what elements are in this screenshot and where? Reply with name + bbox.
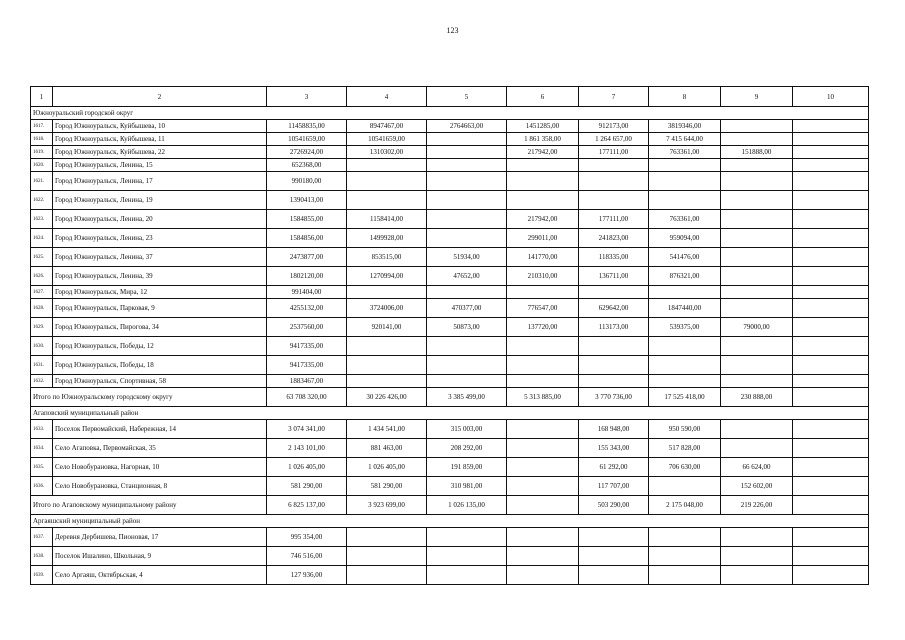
value-cell xyxy=(721,547,793,566)
value-cell: 151888,00 xyxy=(721,146,793,159)
header-cell: 3 xyxy=(267,87,347,107)
value-cell xyxy=(649,528,721,547)
row-address: Город Южноуральск, Ленина, 37 xyxy=(53,248,267,267)
header-cell: 8 xyxy=(649,87,721,107)
value-cell: 517 828,00 xyxy=(649,439,721,458)
value-cell xyxy=(579,528,649,547)
value-cell: 127 936,00 xyxy=(267,566,347,585)
row-address: Город Южноуральск, Ленина, 20 xyxy=(53,210,267,229)
table-row xyxy=(31,458,869,477)
value-cell xyxy=(793,439,869,458)
value-cell: 776547,00 xyxy=(507,299,579,318)
value-cell xyxy=(649,191,721,210)
value-cell: 310 981,00 xyxy=(427,477,507,496)
row-index: 1633. xyxy=(31,420,53,439)
row-address: Город Южноуральск, Мира, 12 xyxy=(53,286,267,299)
value-cell: 470377,00 xyxy=(427,299,507,318)
value-cell: 2473877,00 xyxy=(267,248,347,267)
total-value: 63 708 320,00 xyxy=(267,388,347,407)
value-cell xyxy=(793,267,869,286)
value-cell: 137720,00 xyxy=(507,318,579,337)
value-cell: 7 415 644,00 xyxy=(649,133,721,146)
value-cell xyxy=(507,547,579,566)
table-row xyxy=(31,172,869,191)
value-cell xyxy=(427,133,507,146)
value-cell: 1 434 541,00 xyxy=(347,420,427,439)
value-cell: 3 074 341,00 xyxy=(267,420,347,439)
value-cell xyxy=(649,566,721,585)
row-index: 1618. xyxy=(31,133,53,146)
value-cell: 1310302,00 xyxy=(347,146,427,159)
table-row xyxy=(31,133,869,146)
value-cell: 2 143 101,00 xyxy=(267,439,347,458)
value-cell xyxy=(427,286,507,299)
value-cell: 706 630,00 xyxy=(649,458,721,477)
value-cell: 581 290,00 xyxy=(347,477,427,496)
row-address: Город Южноуральск, Пирогова, 34 xyxy=(53,318,267,337)
value-cell xyxy=(721,528,793,547)
table-row xyxy=(31,566,869,585)
row-address: Село Аргаяш, Октябрьская, 4 xyxy=(53,566,267,585)
value-cell: 315 003,00 xyxy=(427,420,507,439)
value-cell: 950 590,00 xyxy=(649,420,721,439)
section-row xyxy=(31,107,869,120)
value-cell xyxy=(427,375,507,388)
value-cell xyxy=(721,375,793,388)
value-cell xyxy=(579,356,649,375)
table-row xyxy=(31,229,869,248)
value-cell xyxy=(793,146,869,159)
value-cell xyxy=(793,477,869,496)
value-cell xyxy=(793,528,869,547)
value-cell xyxy=(793,566,869,585)
value-cell: 1451285,00 xyxy=(507,120,579,133)
value-cell: 1584856,00 xyxy=(267,229,347,248)
header-cell: 6 xyxy=(507,87,579,107)
table-row xyxy=(31,159,869,172)
table-row xyxy=(31,191,869,210)
value-cell: 3724006,00 xyxy=(347,299,427,318)
value-cell xyxy=(793,458,869,477)
value-cell: 541476,00 xyxy=(649,248,721,267)
value-cell xyxy=(793,248,869,267)
row-address: Село Агаповка, Первомайская, 35 xyxy=(53,439,267,458)
table-row xyxy=(31,248,869,267)
value-cell: 629642,00 xyxy=(579,299,649,318)
value-cell: 995 354,00 xyxy=(267,528,347,547)
value-cell: 763361,00 xyxy=(649,210,721,229)
header-cell: 10 xyxy=(793,87,869,107)
value-cell: 61 292,00 xyxy=(579,458,649,477)
row-index: 1627. xyxy=(31,286,53,299)
value-cell: 152 602,00 xyxy=(721,477,793,496)
table-row xyxy=(31,337,869,356)
table-header-row xyxy=(31,87,869,107)
value-cell xyxy=(793,299,869,318)
value-cell: 118335,00 xyxy=(579,248,649,267)
value-cell xyxy=(507,356,579,375)
total-value: 3 385 499,00 xyxy=(427,388,507,407)
row-index: 1635. xyxy=(31,458,53,477)
row-index: 1629. xyxy=(31,318,53,337)
total-value: 1 026 135,00 xyxy=(427,496,507,515)
row-index: 1631. xyxy=(31,356,53,375)
table-row xyxy=(31,528,869,547)
value-cell xyxy=(427,210,507,229)
value-cell xyxy=(507,566,579,585)
row-address: Город Южноуральск, Победы, 12 xyxy=(53,337,267,356)
value-cell: 9417335,00 xyxy=(267,356,347,375)
value-cell: 177111,00 xyxy=(579,146,649,159)
value-cell: 746 516,00 xyxy=(267,547,347,566)
total-value: 503 290,00 xyxy=(579,496,649,515)
value-cell xyxy=(721,267,793,286)
table-row xyxy=(31,267,869,286)
row-address: Город Южноуральск, Парковая, 9 xyxy=(53,299,267,318)
value-cell xyxy=(427,566,507,585)
value-cell: 117 707,00 xyxy=(579,477,649,496)
row-address: Поселок Первомайский, Набережная, 14 xyxy=(53,420,267,439)
value-cell xyxy=(721,420,793,439)
table-row xyxy=(31,547,869,566)
value-cell: 141770,00 xyxy=(507,248,579,267)
value-cell: 991404,00 xyxy=(267,286,347,299)
value-cell: 581 290,00 xyxy=(267,477,347,496)
value-cell xyxy=(793,337,869,356)
value-cell: 50873,00 xyxy=(427,318,507,337)
row-address: Город Южноуральск, Ленина, 15 xyxy=(53,159,267,172)
total-value xyxy=(793,388,869,407)
value-cell: 136711,00 xyxy=(579,267,649,286)
value-cell xyxy=(427,337,507,356)
value-cell xyxy=(649,477,721,496)
header-cell: 1 xyxy=(31,87,53,107)
value-cell xyxy=(347,375,427,388)
value-cell xyxy=(427,356,507,375)
value-cell: 763361,00 xyxy=(649,146,721,159)
total-value: 3 923 699,00 xyxy=(347,496,427,515)
row-address: Село Новобурановка, Станционная, 8 xyxy=(53,477,267,496)
value-cell: 1 026 405,00 xyxy=(267,458,347,477)
value-cell: 3819346,00 xyxy=(649,120,721,133)
row-address: Город Южноуральск, Ленина, 23 xyxy=(53,229,267,248)
value-cell: 1 026 405,00 xyxy=(347,458,427,477)
value-cell xyxy=(721,286,793,299)
value-cell: 652368,00 xyxy=(267,159,347,172)
value-cell xyxy=(347,191,427,210)
value-cell: 1 861 358,00 xyxy=(507,133,579,146)
value-cell xyxy=(721,210,793,229)
value-cell xyxy=(347,337,427,356)
value-cell xyxy=(793,133,869,146)
value-cell xyxy=(507,337,579,356)
value-cell xyxy=(579,159,649,172)
row-index: 1639. xyxy=(31,566,53,585)
section-title: Аргаяшский муниципальный район xyxy=(31,515,869,528)
header-cell: 7 xyxy=(579,87,649,107)
value-cell xyxy=(793,356,869,375)
data-table xyxy=(30,86,869,585)
value-cell xyxy=(793,191,869,210)
value-cell: 1158414,00 xyxy=(347,210,427,229)
total-value: 5 313 885,00 xyxy=(507,388,579,407)
value-cell: 168 948,00 xyxy=(579,420,649,439)
table-row xyxy=(31,146,869,159)
row-index: 1634. xyxy=(31,439,53,458)
value-cell xyxy=(347,547,427,566)
value-cell: 177111,00 xyxy=(579,210,649,229)
value-cell xyxy=(427,191,507,210)
value-cell xyxy=(649,356,721,375)
value-cell xyxy=(721,172,793,191)
value-cell xyxy=(347,172,427,191)
value-cell xyxy=(427,528,507,547)
value-cell: 51934,00 xyxy=(427,248,507,267)
value-cell xyxy=(721,439,793,458)
value-cell: 10541659,00 xyxy=(267,133,347,146)
value-cell xyxy=(347,159,427,172)
value-cell xyxy=(721,159,793,172)
value-cell: 10541659,00 xyxy=(347,133,427,146)
value-cell xyxy=(507,420,579,439)
value-cell: 217942,00 xyxy=(507,146,579,159)
value-cell xyxy=(579,337,649,356)
value-cell xyxy=(427,229,507,248)
value-cell: 113173,00 xyxy=(579,318,649,337)
value-cell xyxy=(793,318,869,337)
value-cell xyxy=(507,439,579,458)
value-cell xyxy=(721,299,793,318)
value-cell: 959094,00 xyxy=(649,229,721,248)
value-cell: 208 292,00 xyxy=(427,439,507,458)
value-cell: 4255132,00 xyxy=(267,299,347,318)
value-cell: 66 624,00 xyxy=(721,458,793,477)
header-cell: 4 xyxy=(347,87,427,107)
value-cell xyxy=(649,286,721,299)
table-row xyxy=(31,356,869,375)
table-row xyxy=(31,318,869,337)
header-cell: 9 xyxy=(721,87,793,107)
value-cell: 912173,00 xyxy=(579,120,649,133)
row-index: 1638. xyxy=(31,547,53,566)
value-cell: 210310,00 xyxy=(507,267,579,286)
value-cell xyxy=(347,566,427,585)
row-index: 1617. xyxy=(31,120,53,133)
section-title: Агаповский муниципальный район xyxy=(31,407,869,420)
row-address: Поселок Ишалино, Школьная, 9 xyxy=(53,547,267,566)
table-row xyxy=(31,210,869,229)
value-cell xyxy=(793,172,869,191)
value-cell xyxy=(347,528,427,547)
total-value: 17 525 418,00 xyxy=(649,388,721,407)
row-address: Город Южноуральск, Спортивная, 58 xyxy=(53,375,267,388)
value-cell: 539375,00 xyxy=(649,318,721,337)
total-row xyxy=(31,496,869,515)
table-row xyxy=(31,477,869,496)
value-cell xyxy=(579,547,649,566)
value-cell xyxy=(793,120,869,133)
table-row xyxy=(31,439,869,458)
value-cell: 881 463,00 xyxy=(347,439,427,458)
value-cell xyxy=(507,375,579,388)
total-label: Итого по Южноуральскому городскому округу xyxy=(31,388,267,407)
value-cell xyxy=(347,356,427,375)
value-cell xyxy=(579,286,649,299)
value-cell xyxy=(507,172,579,191)
value-cell: 241823,00 xyxy=(579,229,649,248)
value-cell: 2726924,00 xyxy=(267,146,347,159)
value-cell: 1802120,00 xyxy=(267,267,347,286)
row-index: 1625. xyxy=(31,248,53,267)
value-cell: 217942,00 xyxy=(507,210,579,229)
value-cell xyxy=(427,172,507,191)
value-cell: 1270994,00 xyxy=(347,267,427,286)
value-cell xyxy=(721,356,793,375)
value-cell xyxy=(579,375,649,388)
row-index: 1636. xyxy=(31,477,53,496)
total-value: 230 888,00 xyxy=(721,388,793,407)
value-cell xyxy=(507,477,579,496)
row-address: Город Южноуральск, Ленина, 19 xyxy=(53,191,267,210)
value-cell xyxy=(579,191,649,210)
header-cell: 2 xyxy=(53,87,267,107)
value-cell xyxy=(507,191,579,210)
header-cell: 5 xyxy=(427,87,507,107)
row-index: 1621. xyxy=(31,172,53,191)
row-index: 1626. xyxy=(31,267,53,286)
value-cell xyxy=(649,172,721,191)
value-cell: 155 343,00 xyxy=(579,439,649,458)
value-cell xyxy=(507,159,579,172)
total-label: Итого по Агаповскому муниципальному району xyxy=(31,496,267,515)
value-cell xyxy=(649,375,721,388)
value-cell: 1584855,00 xyxy=(267,210,347,229)
value-cell: 8947467,00 xyxy=(347,120,427,133)
section-row xyxy=(31,515,869,528)
value-cell xyxy=(649,547,721,566)
total-value: 30 226 426,00 xyxy=(347,388,427,407)
value-cell: 9417335,00 xyxy=(267,337,347,356)
value-cell xyxy=(579,566,649,585)
value-cell xyxy=(649,337,721,356)
section-row xyxy=(31,407,869,420)
table-row xyxy=(31,420,869,439)
value-cell xyxy=(579,172,649,191)
value-cell xyxy=(721,566,793,585)
row-index: 1620. xyxy=(31,159,53,172)
row-index: 1622. xyxy=(31,191,53,210)
value-cell: 1847440,00 xyxy=(649,299,721,318)
total-value: 2 175 048,00 xyxy=(649,496,721,515)
row-address: Город Южноуральск, Ленина, 39 xyxy=(53,267,267,286)
value-cell xyxy=(793,229,869,248)
value-cell xyxy=(793,159,869,172)
value-cell: 920141,00 xyxy=(347,318,427,337)
value-cell: 2764663,00 xyxy=(427,120,507,133)
total-value xyxy=(793,496,869,515)
total-value: 6 825 137,00 xyxy=(267,496,347,515)
value-cell: 876321,00 xyxy=(649,267,721,286)
value-cell xyxy=(793,286,869,299)
value-cell: 1883467,00 xyxy=(267,375,347,388)
value-cell xyxy=(793,420,869,439)
row-address: Город Южноуральск, Куйбышева, 11 xyxy=(53,133,267,146)
row-address: Город Южноуральск, Куйбышева, 22 xyxy=(53,146,267,159)
value-cell xyxy=(507,458,579,477)
page-number: 123 xyxy=(446,26,459,35)
value-cell xyxy=(347,286,427,299)
row-index: 1630. xyxy=(31,337,53,356)
value-cell xyxy=(507,528,579,547)
row-index: 1619. xyxy=(31,146,53,159)
value-cell: 990180,00 xyxy=(267,172,347,191)
value-cell xyxy=(721,191,793,210)
table-row xyxy=(31,120,869,133)
value-cell: 11458835,00 xyxy=(267,120,347,133)
row-index: 1637. xyxy=(31,528,53,547)
total-value xyxy=(507,496,579,515)
value-cell xyxy=(507,286,579,299)
table-row xyxy=(31,299,869,318)
value-cell: 1 264 657,00 xyxy=(579,133,649,146)
row-index: 1624. xyxy=(31,229,53,248)
value-cell: 191 859,00 xyxy=(427,458,507,477)
value-cell: 47652,00 xyxy=(427,267,507,286)
value-cell xyxy=(721,248,793,267)
total-value: 219 226,00 xyxy=(721,496,793,515)
value-cell xyxy=(649,159,721,172)
row-address: Село Новобурановка, Нагорная, 10 xyxy=(53,458,267,477)
value-cell: 2537560,00 xyxy=(267,318,347,337)
value-cell xyxy=(721,133,793,146)
value-cell: 299011,00 xyxy=(507,229,579,248)
table-row xyxy=(31,286,869,299)
value-cell xyxy=(721,229,793,248)
value-cell: 1390413,00 xyxy=(267,191,347,210)
row-address: Город Южноуральск, Ленина, 17 xyxy=(53,172,267,191)
value-cell xyxy=(721,337,793,356)
value-cell xyxy=(721,120,793,133)
row-index: 1632. xyxy=(31,375,53,388)
value-cell xyxy=(427,159,507,172)
total-row xyxy=(31,388,869,407)
value-cell: 1499928,00 xyxy=(347,229,427,248)
value-cell: 79000,00 xyxy=(721,318,793,337)
value-cell: 853515,00 xyxy=(347,248,427,267)
value-cell xyxy=(793,547,869,566)
total-value: 3 770 736,00 xyxy=(579,388,649,407)
table-row xyxy=(31,375,869,388)
value-cell xyxy=(793,375,869,388)
row-address: Город Южноуральск, Победы, 18 xyxy=(53,356,267,375)
row-index: 1628. xyxy=(31,299,53,318)
row-index: 1623. xyxy=(31,210,53,229)
row-address: Город Южноуральск, Куйбышева, 10 xyxy=(53,120,267,133)
value-cell xyxy=(793,210,869,229)
row-address: Деревня Дербишева, Пионовая, 17 xyxy=(53,528,267,547)
value-cell xyxy=(427,547,507,566)
section-title: Южноуральский городской округ xyxy=(31,107,869,120)
value-cell xyxy=(427,146,507,159)
